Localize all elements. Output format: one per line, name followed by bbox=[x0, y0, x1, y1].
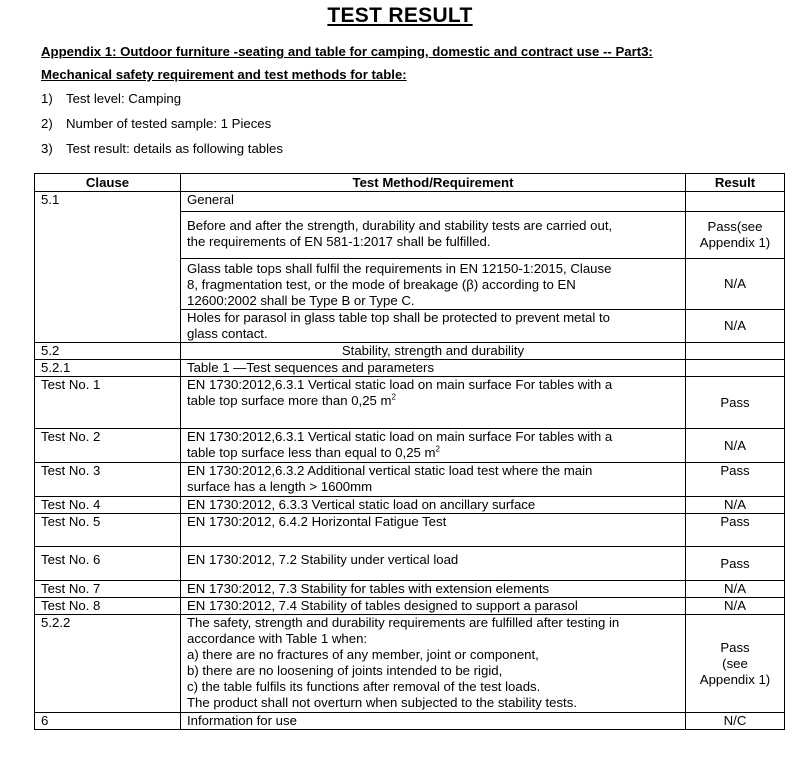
table-row bbox=[35, 429, 785, 463]
clause-cell: Test No. 1 bbox=[35, 377, 181, 429]
method-cell: Before and after the strength, durability and stability tests are carried out, the requirements of EN 581-1:2017 shall be fulfilled. bbox=[181, 212, 686, 259]
table-row bbox=[35, 343, 785, 360]
method-cell: Information for use bbox=[181, 713, 686, 730]
table-row bbox=[35, 377, 785, 429]
clause-cell: Test No. 5 bbox=[35, 514, 181, 547]
clause-cell: 5.2.2 bbox=[35, 615, 181, 713]
list-item: 1) Test level: Camping bbox=[41, 91, 182, 106]
result-cell: Pass bbox=[686, 547, 785, 581]
method-cell: Table 1 —Test sequences and parameters bbox=[181, 360, 686, 377]
method-cell: EN 1730:2012, 7.4 Stability of tables designed to support a parasol bbox=[181, 598, 686, 615]
result-cell: N/C bbox=[686, 713, 785, 730]
method-cell: EN 1730:2012, 6.3.3 Vertical static load on ancillary surface bbox=[181, 497, 686, 514]
clause-cell: 6 bbox=[35, 713, 181, 730]
clause-cell: Test No. 4 bbox=[35, 497, 181, 514]
clause-cell: 5.1 bbox=[35, 192, 181, 343]
table-row bbox=[35, 713, 785, 730]
method-cell: Glass table tops shall fulfil the requirements in EN 12150-1:2015, Clause 8, fragmentation test, or the mode of breakage (β) according to EN 12600:2002 shall be Type B or Type C. bbox=[181, 259, 686, 310]
appendix-heading-line2: Mechanical safety requirement and test methods for table: bbox=[41, 67, 407, 82]
header-method: Test Method/Requirement bbox=[181, 174, 686, 192]
method-cell: EN 1730:2012,6.3.1 Vertical static load on main surface For tables with a table top surface less than equal to 0,25 $m^2$ bbox=[181, 429, 686, 463]
clause-cell: 5.2 bbox=[35, 343, 181, 360]
result-cell bbox=[686, 192, 785, 212]
result-cell: Pass bbox=[686, 463, 785, 497]
method-cell: EN 1730:2012, 6.4.2 Horizontal Fatigue Test bbox=[181, 514, 686, 547]
result-cell: N/A bbox=[686, 259, 785, 310]
clause-cell: Test No. 8 bbox=[35, 598, 181, 615]
method-cell: Stability, strength and durability bbox=[181, 343, 686, 360]
clause-cell: 5.2.1 bbox=[35, 360, 181, 377]
table-row bbox=[35, 514, 785, 547]
method-cell: EN 1730:2012, 7.3 Stability for tables with extension elements bbox=[181, 581, 686, 598]
appendix-heading-line1: Appendix 1: Outdoor furniture -seating and table for camping, domestic and contract use -- Part3: bbox=[41, 44, 653, 59]
table-row bbox=[35, 360, 785, 377]
list-item: 3) Test result: details as following tables bbox=[41, 141, 283, 156]
table-row bbox=[35, 547, 785, 581]
method-cell: EN 1730:2012,6.3.1 Vertical static load on main surface For tables with a table top surface more than 0,25 $m^2$ bbox=[181, 377, 686, 429]
table-row bbox=[35, 497, 785, 514]
list-item: 2) Number of tested sample: 1 Pieces bbox=[41, 116, 272, 131]
table-row bbox=[35, 615, 785, 713]
result-cell: Pass(see Appendix 1) bbox=[686, 212, 785, 259]
result-cell: N/A bbox=[686, 598, 785, 615]
result-cell: Pass bbox=[686, 377, 785, 429]
method-cell: The safety, strength and durability requirements are fulfilled after testing in accordance with Table 1 when: a) there are no fractures of any member, joint or component, b) there are no loosening of joints intended to be rigid, c) the table fulfils its functions after removal of the test loads. The product shall not overturn when subjected to the stability tests. bbox=[181, 615, 686, 713]
result-cell: N/A bbox=[686, 310, 785, 343]
clause-cell: Test No. 3 bbox=[35, 463, 181, 497]
test-result-table bbox=[34, 173, 785, 730]
result-cell: N/A bbox=[686, 497, 785, 514]
table-row bbox=[35, 192, 785, 212]
method-cell: EN 1730:2012,6.3.2 Additional vertical static load test where the main surface has a length > 1600mm bbox=[181, 463, 686, 497]
page-title: TEST RESULT bbox=[327, 4, 473, 27]
table-row bbox=[35, 581, 785, 598]
result-cell: Pass (see Appendix 1) bbox=[686, 615, 785, 713]
result-cell: N/A bbox=[686, 581, 785, 598]
result-cell bbox=[686, 360, 785, 377]
method-cell: EN 1730:2012, 7.2 Stability under vertical load bbox=[181, 547, 686, 581]
result-cell: N/A bbox=[686, 429, 785, 463]
clause-cell: Test No. 6 bbox=[35, 547, 181, 581]
method-cell: Holes for parasol in glass table top shall be protected to prevent metal to glass contact. bbox=[181, 310, 686, 343]
table-row bbox=[35, 598, 785, 615]
result-cell bbox=[686, 343, 785, 360]
result-cell: Pass bbox=[686, 514, 785, 547]
clause-cell: Test No. 7 bbox=[35, 581, 181, 598]
table-header-row bbox=[35, 174, 785, 192]
header-result: Result bbox=[686, 174, 785, 192]
table-row bbox=[35, 463, 785, 497]
header-clause: Clause bbox=[35, 174, 181, 192]
method-cell: General bbox=[181, 192, 686, 212]
clause-cell: Test No. 2 bbox=[35, 429, 181, 463]
